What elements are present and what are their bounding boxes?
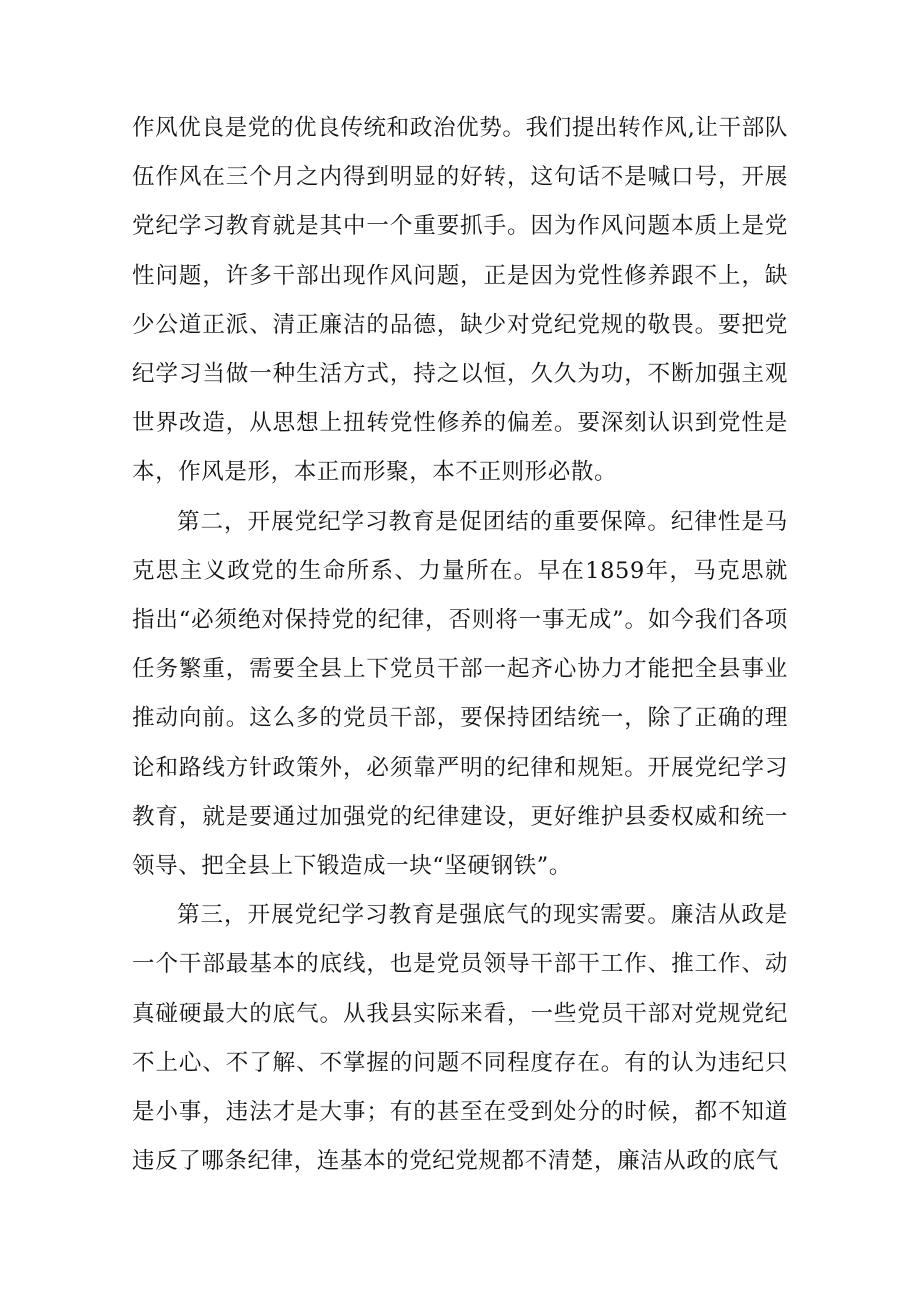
paragraph-unity: 第二，开展党纪学习教育是促团结的重要保障。纪律性是马克思主义政党的生命所系、力量所在。早在1859年，马克思就指出“必须绝对保持党的纪律，否则将一事无成”。如今我们各项任务繁重，需要全县上下党员干部一起齐心协力才能把全县事业推动向前。这么多的党员干部，要保持团结统一，除了正确的理论和路线方针政策外，必须靠严明的纪律和规矩。开展党纪学习教育，就是要通过加强党的纪律建设，更好维护县委权威和统一领导、把全县上下锻造成一块“坚硬钢铁”。 xyxy=(132,508,788,880)
document-page xyxy=(132,104,788,1186)
paragraph-integrity: 第三，开展党纪学习教育是强底气的现实需要。廉洁从政是一个干部最基本的底线，也是党员领导干部干工作、推工作、动真碰硬最大的底气。从我县实际来看，一些党员干部对党规党纪不上心、不了解、不掌握的问题不同程度存在。有的认为违纪只是小事，违法才是大事；有的甚至在受到处分的时候，都不知道违反了哪条纪律，连基本的党纪党规都不清楚，廉洁从政的底气 xyxy=(132,902,788,1175)
paragraph-conduct: 作风优良是党的优良传统和政治优势。我们提出转作风,让干部队伍作风在三个月之内得到明显的好转，这句话不是喊口号，开展党纪学习教育就是其中一个重要抓手。因为作风问题本质上是党性问题，许多干部出现作风问题，正是因为党性修养跟不上，缺少公道正派、清正廉洁的品德，缺少对党纪党规的敬畏。要把党纪学习当做一种生活方式，持之以恒，久久为功，不断加强主观世界改造，从思想上扭转党性修养的偏差。要深刻认识到党性是本，作风是形，本正而形聚，本不正则形必散。 xyxy=(132,115,788,486)
